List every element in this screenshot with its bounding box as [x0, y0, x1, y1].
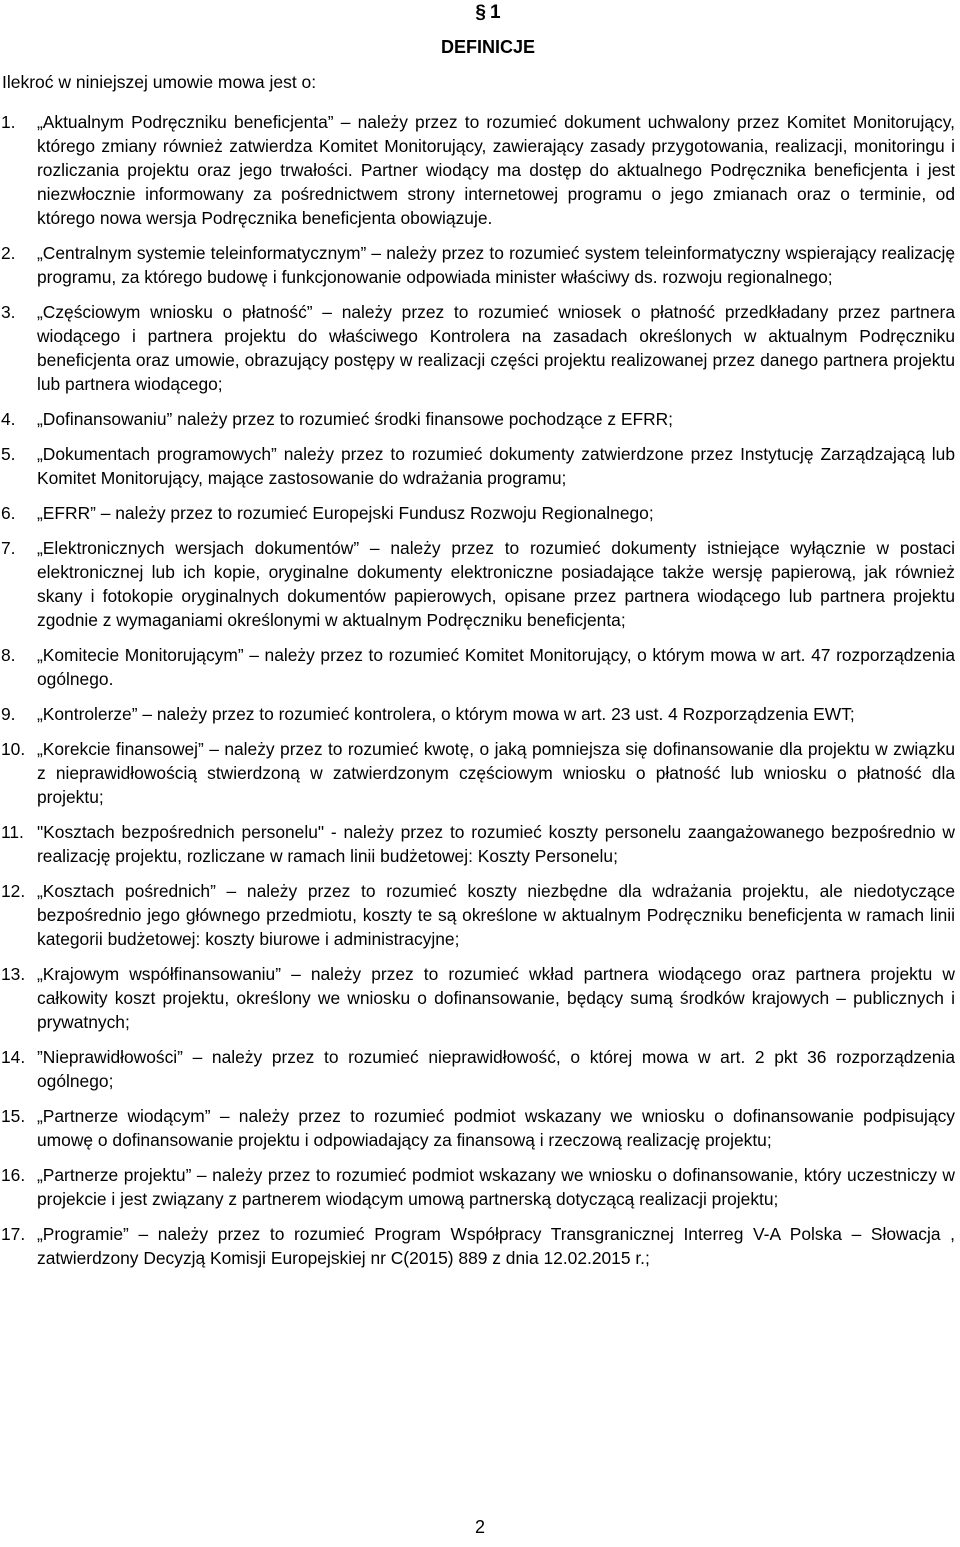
definition-text: „Korekcie finansowej” – należy przez to rozumieć kwotę, o jaką pomniejsza się dofinansowanie dla projektu w związku z nieprawidłowością stwierdzoną w zatwierdzonym częściowym wniosku o płatność lub wniosku o płatność dla projektu; — [37, 739, 955, 807]
definition-number: 2. — [1, 243, 16, 263]
section-title: DEFINICJE — [440, 37, 536, 57]
definition-item — [0, 962, 955, 1034]
definition-text: „Kosztach pośrednich” – należy przez to rozumieć koszty niezbędne dla wdrażania projektu, ale niedotyczące bezpośrednio jego głównego przedmiotu, koszty te są określone w aktualnym Podręczniku beneficjenta w ramach linii kategorii budżetowej: koszty biurowe i administracyjne; — [37, 881, 955, 949]
definition-item — [0, 501, 955, 525]
definition-number: 6. — [1, 503, 16, 523]
definition-item — [0, 241, 955, 289]
definition-number: 9. — [1, 704, 16, 724]
definition-text: „Partnerze wiodącym” – należy przez to rozumieć podmiot wskazany we wniosku o dofinansowanie podpisujący umowę o dofinansowanie projektu i odpowiadający za finansową i rzeczową realizację projektu; — [37, 1106, 955, 1150]
definition-item — [0, 879, 955, 951]
definition-text: „Kontrolerze” – należy przez to rozumieć kontrolera, o którym mowa w art. 23 ust. 4 Rozporządzenia EWT; — [37, 704, 855, 724]
definition-item — [0, 536, 955, 632]
definition-item — [0, 110, 955, 230]
definition-number: 7. — [1, 538, 16, 558]
definition-number: 11. — [1, 822, 24, 842]
definition-item — [0, 1104, 955, 1152]
section-sign: § — [475, 2, 486, 23]
page-number: 2 — [474, 1517, 485, 1537]
definition-number: 4. — [1, 409, 16, 429]
definition-number: 1. — [1, 112, 16, 132]
definition-text: „Komitecie Monitorującym” – należy przez to rozumieć Komitet Monitorujący, o którym mowa w art. 47 rozporządzenia ogólnego. — [37, 645, 955, 689]
definition-number: 3. — [1, 302, 16, 322]
definition-number: 16. — [1, 1165, 26, 1185]
definition-item — [0, 407, 955, 431]
definition-item — [0, 300, 955, 396]
definition-item — [0, 820, 955, 868]
definition-item — [0, 737, 955, 809]
definition-text: „Dofinansowaniu” należy przez to rozumieć środki finansowe pochodzące z EFRR; — [37, 409, 674, 429]
definition-text: „Częściowym wniosku o płatność” – należy przez to rozumieć wniosek o płatność przedkładany przez partnera wiodącego i partnera projektu do właściwego Kontrolera na zasadach określonych w aktualnym Podręczniku beneficjenta oraz umowie, obrazujący postępy w realizacji części projektu realizowanej przez danego partnera projektu lub partnera wiodącego; — [37, 302, 955, 394]
definition-text: „Aktualnym Podręczniku beneficjenta” – należy przez to rozumieć dokument uchwalony przez Komitet Monitorujący, którego zmiany również zatwierdza Komitet Monitorujący, zawierający zasady przygotowania, realizacji, monitoringu i rozliczania projektu oraz jego trwałości. Partner wiodący ma dostęp do aktualnego Podręcznika beneficjenta i jest niezwłocznie informowany za pośrednictwem strony internetowej programu o jego zmianach oraz o terminie, od którego nowa wersja Podręcznika beneficjenta obowiązuje. — [37, 112, 955, 228]
definition-text: „Partnerze projektu” – należy przez to rozumieć podmiot wskazany we wniosku o dofinansowanie, który uczestniczy w projekcie i jest związany z partnerem wiodącym umową partnerską dotyczącą realizacji projektu; — [37, 1165, 955, 1209]
definition-text: „Elektronicznych wersjach dokumentów” – należy przez to rozumieć dokumenty istniejące wyłącznie w postaci elektronicznej lub ich kopie, oryginalne dokumenty elektroniczne posiadające także wersję papierową, jak również skany i fotokopie oryginalnych dokumentów papierowych, opisane przez partnera wiodącego lub partnera projektu zgodnie z wymaganiami określonymi w aktualnym Podręczniku beneficjenta; — [37, 538, 955, 630]
intro-text: Ilekroć w niniejszej umowie mowa jest o: — [2, 72, 317, 92]
definition-number: 8. — [1, 645, 16, 665]
definition-item — [0, 643, 955, 691]
definition-text: „Dokumentach programowych” należy przez to rozumieć dokumenty zatwierdzone przez Instytucję Zarządzającą lub Komitet Monitorujący, mające zastosowanie do wdrażania programu; — [37, 444, 955, 488]
definition-text: „Krajowym współfinansowaniu” – należy przez to rozumieć wkład partnera wiodącego oraz partnera projektu w całkowity koszt projektu, określony we wniosku o dofinansowanie, będący sumą środków krajowych – publicznych i prywatnych; — [37, 964, 955, 1032]
definition-item — [0, 702, 955, 726]
definition-text: ”Nieprawidłowości” – należy przez to rozumieć nieprawidłowość, o której mowa w art. 2 pkt 36 rozporządzenia ogólnego; — [37, 1047, 955, 1091]
definition-text: „Programie” – należy przez to rozumieć Program Współpracy Transgranicznej Interreg V-A Polska – Słowacja , zatwierdzony Decyzją Komisji Europejskiej nr C(2015) 889 z dnia 12.02.2015 r.; — [37, 1224, 955, 1268]
definition-number: 10. — [1, 739, 26, 759]
section-heading — [432, 2, 544, 24]
section-number: 1 — [490, 2, 501, 23]
definition-text: "Kosztach bezpośrednich personelu" - należy przez to rozumieć koszty personelu zaangażowanego bezpośrednio w realizację projektu, rozliczane w ramach linii budżetowej: Koszty Personelu; — [37, 822, 955, 866]
definition-item — [0, 1163, 955, 1211]
definition-number: 13. — [1, 964, 26, 984]
definition-number: 12. — [1, 881, 26, 901]
definition-number: 5. — [1, 444, 16, 464]
definition-text: „Centralnym systemie teleinformatycznym” – należy przez to rozumieć system teleinformatyczny wspierający realizację programu, za którego budowę i funkcjonowanie odpowiada minister właściwy ds. rozwoju regionalnego; — [37, 243, 955, 287]
definition-item — [0, 442, 955, 490]
definition-item — [0, 1045, 955, 1093]
definitions-list — [0, 110, 955, 1281]
definition-number: 14. — [1, 1047, 26, 1067]
definition-text: „EFRR” – należy przez to rozumieć Europejski Fundusz Rozwoju Regionalnego; — [37, 503, 654, 523]
definition-item — [0, 1222, 955, 1270]
definition-number: 17. — [1, 1224, 26, 1244]
definition-number: 15. — [1, 1106, 26, 1126]
